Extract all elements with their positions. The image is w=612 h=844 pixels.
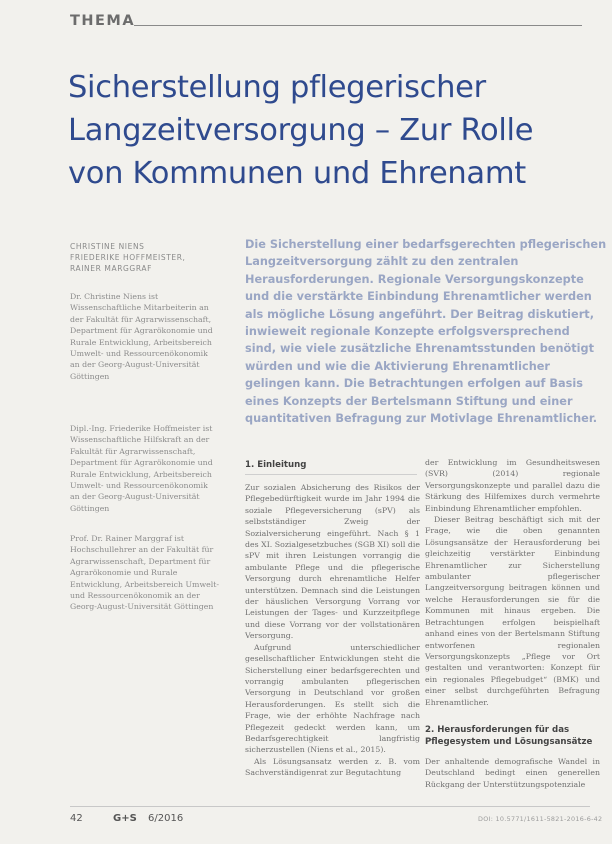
abstract-line: inwieweit regionale Konzepte erfolgsversprechend <box>245 325 570 339</box>
title-line: Langzeitversorgung – Zur Rolle <box>68 113 534 148</box>
author-bio: Prof. Dr. Rainer Marggraf ist Hochschullehrer an der Fakultät für Agrarwissenschaft, Department für Agrarökonomie und Rurale Entwicklung, Arbeitsbereich Umwelt- und Ressourcenökonomik an der Georg-August-Universität Göttingen <box>70 534 220 612</box>
abstract-line: gelingen kann. Die Betrachtungen erfolgen auf Basis <box>245 377 583 391</box>
doi: DOI: 10.5771/1611-5821-2016-6-42 <box>478 815 603 823</box>
author-bio: Dipl.-Ing. Friederike Hoffmeister ist Wissenschaftliche Hilfskraft an der Fakultät für Agrarwissenschaft, Department für Agrarökonomie und Rurale Entwicklung, Arbeitsbereich Umwelt- und Ressourcenökonomik an der Georg-August-Universität Göttingen <box>70 424 213 513</box>
body-paragraph: Aufgrund unterschiedlicher gesellschaftlicher Entwicklungen steht die Sicherstellung einer bedarfsgerechten und vorrangig ambulanten pflegerischen Versorgung in Deutschland vor großen Herausforderungen. Es stellt sich die Frage, wie der erhöhte Nachfrage nach Pflegezeit gedeckt werden kann, um Bedarfsgerechtigkeit langfristig sicherzustellen (Niens et al., 2015). <box>245 642 420 755</box>
body-paragraph: Als Lösungsansatz werden z. B. vom Sachverständigenrat zur Begutachtung <box>245 756 420 778</box>
footer-rule <box>70 806 590 807</box>
body-paragraph: der Entwicklung im Gesundheitswesen (SVR) (2014) regionale Versorgungskonzepte und parallel dazu die Stärkung des Hilfemixes durch vermehrte Einbindung Ehrenamtlicher empfohlen. <box>425 458 600 513</box>
author-list <box>70 241 220 274</box>
author-name: FRIEDERIKE HOFFMEISTER, <box>70 253 186 262</box>
author-name: RAINER MARGGRAF <box>70 264 152 273</box>
abstract-line: sind, wie viele zusätzliche Ehrenamtsstunden benötigt <box>245 342 595 356</box>
abstract-line: quantitativen Befragung zur Motivlage Ehrenamtlicher. <box>245 412 598 426</box>
abstract-line: eines Konzepts der Bertelsmann Stiftung und einer <box>245 394 573 408</box>
title-line: Sicherstellung pflegerischer <box>68 70 486 105</box>
heading-rule <box>245 474 417 475</box>
abstract-line: Herausforderungen. Regionale Versorgungskonzepte <box>245 272 584 286</box>
body-paragraph: Zur sozialen Absicherung des Risikos der Pflegebedürftigkeit wurde im Jahr 1994 die soziale Pflegeversicherung (sPV) als selbstständiger Zweig der Sozialversicherung eingeführt. Nach § 1 des XI. Sozialgesetzbuches (SGB XI) soll die sPV mit ihren Leistungen vorrangig die ambulante Pflege und die pflegerische Versorgung durch ehrenamtliche Helfer unterstützen. Demnach sind die Leistungen der häuslichen Versorgung Vorrang vor Leistungen der Tages- und Kurzzeitpflege und diese Vorrang vor der vollstationären Versorgung. <box>245 483 420 641</box>
body-column-left <box>245 482 420 779</box>
abstract-line: würden und wie die Aktivierung Ehrenamtlicher <box>245 359 550 373</box>
page-number: 42 <box>70 813 83 824</box>
body-paragraph: Der anhaltende demografische Wandel in Deutschland bedingt einen generellen Rückgang der Unterstützungspotenziale <box>425 757 600 789</box>
abstract-line: Langzeitversorgung zählt zu den zentralen <box>245 255 519 269</box>
title-line: von Kommunen und Ehrenamt <box>68 156 526 191</box>
body-paragraph: Dieser Beitrag beschäftigt sich mit der Frage, wie die oben genannten Lösungsansätze der Herausforderung bei gleichzeitig verstärkter Einbindung Ehrenamtlicher zur Sicherstellung ambulanter pflegerischer Langzeitversorgung beitragen können und welche Herausforderungen sie für die Kommunen mit hinaus ergeben. Die Betrachtungen erfolgen beispielhaft anhand eines von der Bertelsmann Stiftung entworfenen regionalen Versorgungskonzepts „Pflege vor Ort gestalten und verantworten: Konzept für ein regionales Pflegebudget“ (BMK) und einer selbst durchgeführten Befragung Ehrenamtlicher. <box>425 515 600 707</box>
section-heading: 2. Herausforderungen für das Pflegesystem und Lösungsansätze <box>425 725 593 747</box>
author-name: CHRISTINE NIENS <box>70 242 145 251</box>
article-title <box>68 66 588 195</box>
section-kicker: THEMA <box>70 13 136 29</box>
kicker-rule <box>134 25 582 26</box>
issue-number: 6/2016 <box>148 813 184 824</box>
body-column-right <box>425 457 600 708</box>
abstract-line: und die verstärkte Einbindung Ehrenamtlicher werden <box>245 290 592 304</box>
body-column-right-continued <box>425 756 600 790</box>
section-heading: 1. Einleitung <box>245 460 307 470</box>
journal-name: G+S <box>113 813 137 824</box>
abstract <box>245 236 607 427</box>
abstract-line: als mögliche Lösung angeführt. Der Beitrag diskutiert, <box>245 307 594 321</box>
abstract-line: Die Sicherstellung einer bedarfsgerechten pflegerischen <box>245 238 607 251</box>
author-bio: Dr. Christine Niens ist Wissenschaftliche Mitarbeiterin an der Fakultät für Agrarwissenschaft, Department für Agrarökonomie und Rurale Entwicklung, Arbeitsbereich Umwelt- und Ressourcenökonomik an der Georg-August-Universität Göttingen <box>70 292 213 381</box>
